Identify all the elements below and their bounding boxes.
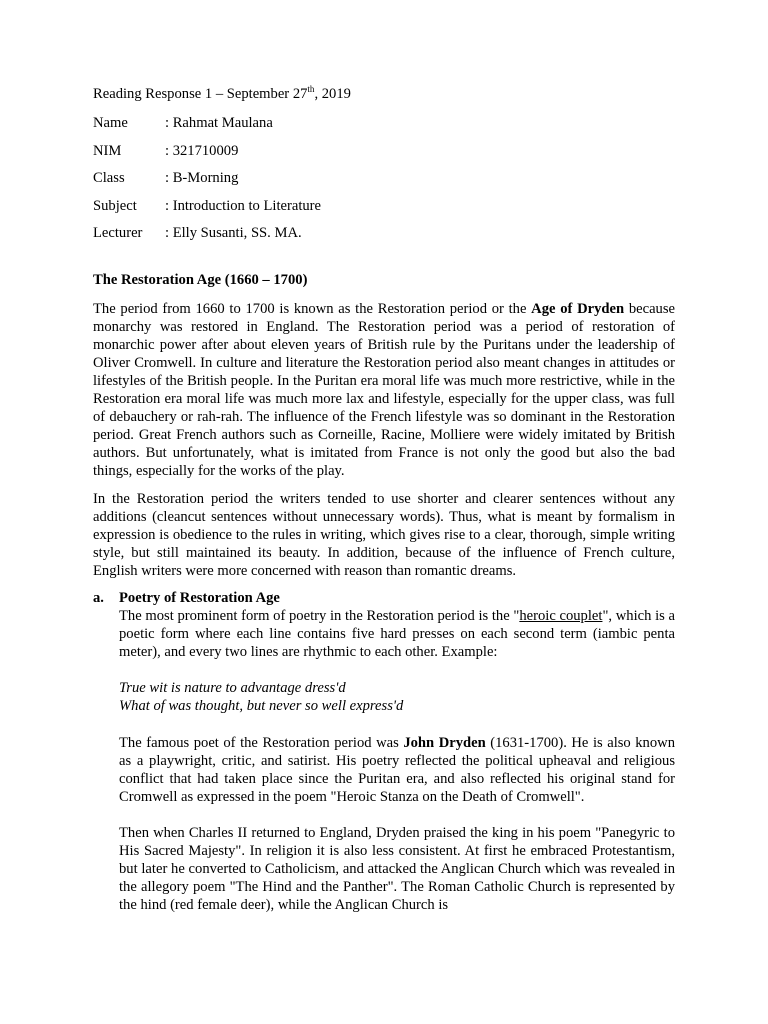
info-row-class — [93, 169, 675, 187]
text-run: The most prominent form of poetry in the Restoration period is the " — [119, 608, 520, 625]
document-title — [93, 85, 675, 103]
info-value: : Introduction to Literature — [165, 197, 322, 214]
title-prefix: Reading Response 1 – September 27 — [93, 86, 308, 102]
subsection-paragraph-2 — [119, 734, 675, 806]
document-page — [93, 85, 675, 914]
text-run: The famous poet of the Restoration period was — [119, 734, 404, 751]
info-value: : Elly Susanti, SS. MA. — [165, 225, 302, 242]
info-label: Class — [93, 170, 125, 187]
subsection-content — [119, 589, 675, 914]
bold-term: John Dryden — [403, 734, 486, 751]
poem-line-2: What of was thought, but never so well express'd — [119, 698, 404, 715]
bold-term: Age of Dryden — [531, 300, 625, 317]
info-value: : B-Morning — [165, 170, 239, 187]
info-row-nim — [93, 142, 675, 160]
underlined-term: heroic couplet — [519, 608, 603, 625]
title-superscript: th — [307, 84, 315, 95]
paragraph-spacer — [119, 806, 675, 824]
title-suffix: , 2019 — [314, 86, 351, 102]
text-run: (1631-1700). He is also known as a playwright, critic, and satirist. His poetry reflected the political upheaval and religious conflict that had taken place since the Puritan era, and also reflected his original stand for Cromwell as expressed in the poem "Heroic Stanza on the Death of Cromwell". — [119, 734, 675, 805]
text-run: ", which is a poetic form where each line contains five hard presses on each second term (iambic penta meter), and every two lines are rhythmic to each other. Example: — [119, 608, 675, 661]
info-row-subject — [93, 197, 675, 215]
info-label: Subject — [93, 197, 137, 214]
subsection-title: Poetry of Restoration Age — [119, 589, 280, 606]
info-row-lecturer — [93, 224, 675, 242]
poem-line-1: True wit is nature to advantage dress'd — [119, 680, 346, 697]
info-value: : 321710009 — [165, 142, 239, 159]
text-run: The period from 1660 to 1700 is known as the Restoration period or the — [93, 300, 532, 317]
subsection-paragraph-3: Then when Charles II returned to England, Dryden praised the king in his poem "Panegyric to His Sacred Majesty". In religion it is also less consistent. At first he embraced Protestantism, but later he converted to Catholicism, and attacked the Anglican Church which was revealed in the allegory poem "The Hind and the Panther". The Roman Catholic Church is represented by the hind (red female deer), while the Anglican Church is — [119, 824, 675, 914]
info-label: NIM — [93, 142, 122, 159]
info-label: Lecturer — [93, 225, 143, 242]
text-run: because monarchy was restored in England. The Restoration period was a period of restoration of monarchic power after about eleven years of British rule by the Puritans under the leadership of Oliver Cromwell. In culture and literature the Restoration period also meant changes in attitudes or lifestyles of the British people. In the Puritan era moral life was much more restrictive, while in the Restoration era moral life was much more lax and lifestyle, especially for the upper class, was full of debauchery or rah-rah. The influence of the French lifestyle was so dominant in the Restoration period. Great French authors such as Corneille, Racine, Molliere were widely imitated by British authors. But unfortunately, what is imitated from France is not only the good but also the bad things, especially for the works of the play. — [93, 300, 675, 480]
section-title: The Restoration Age (1660 – 1700) — [93, 272, 308, 289]
section-paragraph-2: In the Restoration period the writers tended to use shorter and clearer sentences without any additions (cleancut sentences without unnecessary words). Thus, what is meant by formalism in expression is obedience to the rules in writing, which gives rise to a clear, thorough, simple writing style, but still maintained its beauty. In addition, because of the influence of French culture, English writers were more concerned with reason than romantic dreams. — [93, 490, 675, 579]
poem-example — [119, 679, 675, 715]
info-value: : Rahmat Maulana — [165, 115, 273, 132]
section-paragraph-1 — [93, 300, 675, 481]
subsection-paragraph-1 — [119, 607, 675, 661]
subsection-poetry — [93, 589, 675, 914]
info-row-name — [93, 114, 675, 132]
info-label: Name — [93, 115, 128, 132]
subsection-marker: a. — [93, 589, 104, 606]
